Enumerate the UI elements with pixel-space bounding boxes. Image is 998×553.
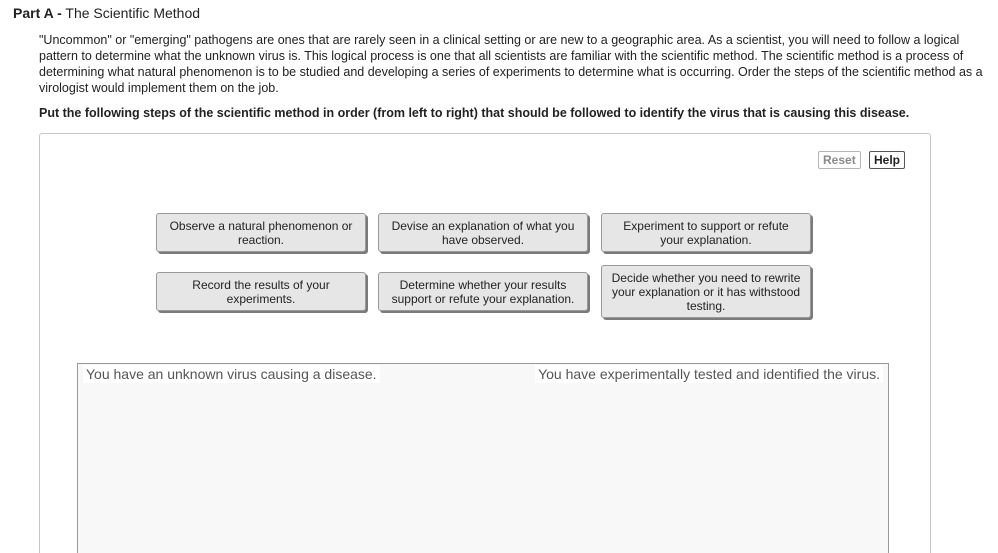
reset-button[interactable]: Reset [818,151,861,169]
draggable-card-experiment[interactable]: Experiment to support or refute your explanation. [601,213,811,252]
draggable-card-decide[interactable]: Decide whether you need to rewrite your explanation or it has withstood testing. [601,265,811,318]
part-title: The Scientific Method [65,5,201,21]
part-label: Part A - [13,5,62,21]
instruction-text: Put the following steps of the scientific method in order (from left to right) that should be followed to identify the virus that is causing this disease. [39,106,910,120]
dropzone-start-label: You have an unknown virus causing a disease. [83,365,380,383]
draggable-card-record[interactable]: Record the results of your experiments. [156,272,366,311]
sorting-workspace [39,133,931,553]
dropzone-end-label: You have experimentally tested and identified the virus. [535,365,883,383]
part-header [13,5,200,21]
draggable-card-observe[interactable]: Observe a natural phenomenon or reaction. [156,213,366,252]
draggable-card-devise[interactable]: Devise an explanation of what you have observed. [378,213,588,252]
draggable-card-determine[interactable]: Determine whether your results support or refute your explanation. [378,272,588,311]
answer-dropzone[interactable] [77,363,889,553]
intro-paragraph: "Uncommon" or "emerging" pathogens are ones that are rarely seen in a clinical setting or are new to a geographic area. As a scientist, you will need to follow a logical pattern to determine what the unknown virus is. This logical process is one that all scientists are familiar with the scientific method. The scientific method is a process of determining what natural phenomenon is to be studied and developing a series of experiments to determine what is occurring. Order the steps of the scientific method as a virologist would implement them on the job. [39,33,983,95]
help-button[interactable]: Help [869,151,905,169]
